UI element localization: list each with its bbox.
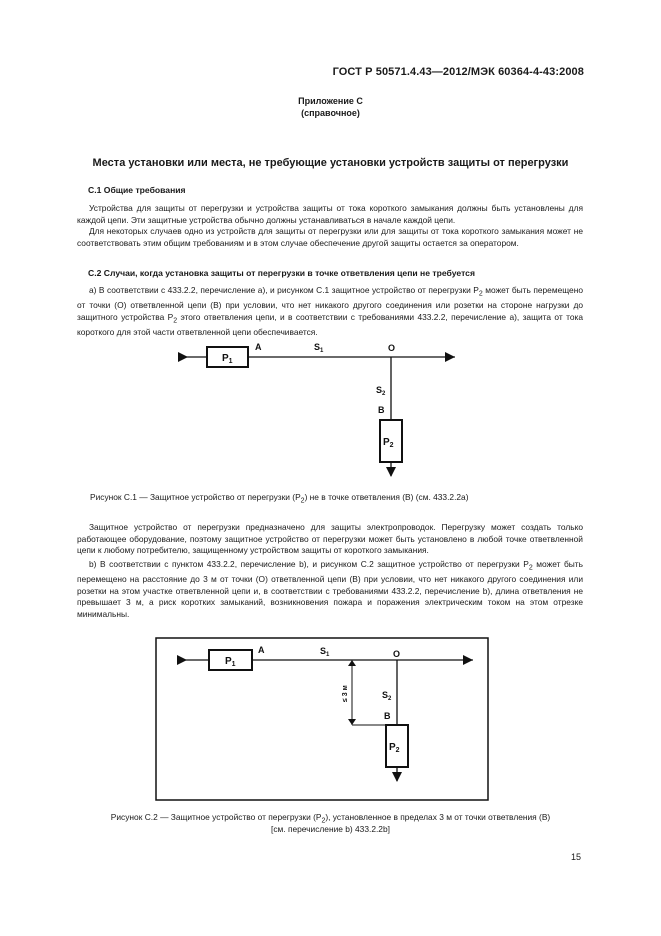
figure-c1-diagram — [170, 338, 470, 478]
paragraph-c2-a: a) В соответствии с 433.2.2, перечисление a), и рисунком С.1 защитное устройство от перегрузки $Р_2$ может быть перемещено от точки (О) ответвленной цепи (В) при условии, что нет никакого другого соединения или розетки на стороне нагрузки до защитного устройства $Р_2$ этого ответвления цепи, и в соответствии с требованиями 433.2.2, перечисление а), защита от тока короткого для этой части ответвленной цепи обеспечивается. — [77, 285, 583, 338]
point-a-label: A — [255, 342, 262, 352]
p2-label: $P_2$ — [383, 437, 394, 449]
output-arrow-icon — [463, 655, 473, 665]
dimension-arrow-up-icon — [348, 660, 356, 666]
down-arrow-icon — [386, 467, 396, 477]
input-arrow-icon — [178, 352, 188, 362]
figure-c2-diagram — [155, 637, 490, 802]
point-b-label: B — [378, 405, 385, 415]
appendix-note: (справочное) — [301, 108, 360, 118]
s2-label: $S_2$ — [376, 385, 386, 397]
figure-c2-caption-ref: [см. перечисление b) 433.2.2b] — [271, 824, 390, 834]
figure-c1-caption: Рисунок С.1 — Защитное устройство от перегрузки $(Р_2)$ не в точке ответвления (В) (см. 433.2.2а) — [90, 492, 469, 505]
dimension-arrow-down-icon — [348, 719, 356, 725]
paragraph-c2-b: b) В соответствии с пунктом 433.2.2, перечисление b), и рисунком С.2 защитное устройство от перегрузки $Р_2$ может быть перемещено на расстояние до 3 м от точки (О) ответвленной цепи (В) при условии, что нет никакого другого соединения или розетки на этом участке ответвленной цепи и, в соответствии с требованиями 433.2.2, перечисление b), длина ответвления не превышает 3 м, а риск коротких замыканий, возникновения пожара и поражения электрическим током на этом отрезке минимальны. — [77, 559, 583, 620]
paragraph-c1-2: Для некоторых случаев одно из устройств для защиты от перегрузки или для защиты от тока короткого замыкания может не соответствовать этим общим требованиям и в этом случае обеспечение другой защиты остается за оператором. — [77, 226, 583, 248]
paragraph-c2-note: Защитное устройство от перегрузки предназначено для защиты электропроводок. Перегрузку может создать только работающее оборудование, поэтому защитное устройство от перегрузки может быть установлено в любой точке ответвленной цепи к любому потребителю, защищенному устройством защиты от короткого замыкания. — [77, 522, 583, 556]
paragraph-c1-1: Устройства для защиты от перегрузки и устройства защиты от тока короткого замыкания должны быть установлены для каждой цепи. Эти защитные устройства обычно должны устанавливаться в начале каждой цепи. — [77, 203, 583, 225]
point-o-label: O — [388, 343, 396, 353]
page-number: 15 — [570, 852, 581, 862]
section-c1-heading: С.1 Общие требования — [88, 185, 186, 195]
appendix-title: Приложение С — [298, 96, 363, 106]
s1-label: $S_1$ — [314, 342, 324, 354]
s2-label: $S_2$ — [382, 690, 392, 702]
p1-label: $P_1$ — [225, 656, 236, 668]
down-arrow-icon — [392, 772, 402, 782]
figure-frame — [156, 638, 488, 800]
input-arrow-icon — [177, 655, 187, 665]
section-c2-heading: С.2 Случаи, когда установка защиты от перегрузки в точке ответвления цепи не требуется — [88, 268, 475, 278]
distance-label: ≤ 3 м — [342, 685, 349, 702]
p2-label: $P_2$ — [389, 742, 400, 754]
point-a-label: A — [258, 645, 265, 655]
output-arrow-icon — [445, 352, 455, 362]
point-b-label: B — [384, 711, 391, 721]
page-title: Места установки или места, не требующие установки устройств защиты от перегрузки — [92, 157, 569, 169]
document-header: ГОСТ Р 50571.4.43—2012/МЭК 60364-4-43:2008 — [332, 66, 584, 78]
p1-label: $P_1$ — [222, 353, 233, 365]
s1-label: $S_1$ — [320, 646, 330, 658]
figure-c2-caption: Рисунок С.2 — Защитное устройство от перегрузки $(Р_2)$, установленное в пределах 3 м от точки ответвления (В) — [110, 812, 551, 825]
point-o-label: O — [393, 649, 401, 659]
